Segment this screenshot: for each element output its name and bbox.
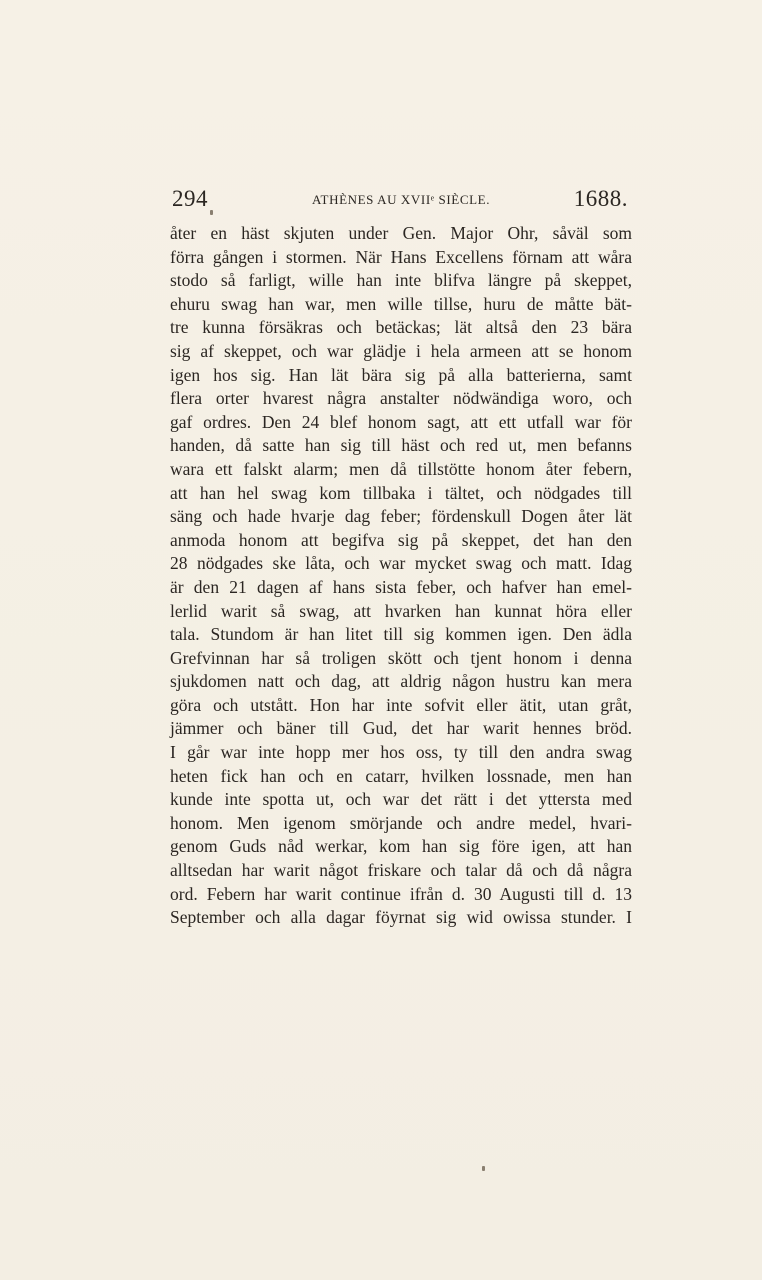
text-line: gaf ordres. Den 24 blef honom sagt, att ett utfall war för bbox=[170, 411, 632, 432]
running-year: 1688. bbox=[573, 186, 628, 211]
text-line: genom Guds nåd werkar, kom han sig före igen, att han bbox=[170, 836, 632, 857]
text-line: stodo så farligt, wille han inte blifva längre på skeppet, bbox=[170, 270, 632, 291]
stray-ink-mark bbox=[210, 210, 213, 215]
text-line: sjukdomen natt och dag, att aldrig någon hustru kan mera bbox=[170, 671, 632, 692]
text-line: ehuru swag han war, men wille tillse, huru de måtte bät- bbox=[170, 293, 632, 314]
text-line: lerlid warit så swag, att hvarken han kunnat höra eller bbox=[170, 600, 632, 621]
text-line: åter en häst skjuten under Gen. Major Ohr, såväl som bbox=[170, 223, 632, 243]
text-line: säng och hade hvarje dag feber; fördenskull Dogen åter lät bbox=[170, 506, 632, 527]
text-line: handen, då satte han sig till häst och red ut, men befanns bbox=[170, 435, 632, 456]
text-line: honom. Men igenom smörjande och andre medel, hvari- bbox=[170, 812, 632, 833]
text-line: wara ett falskt alarm; men då tillstötte honom åter febern, bbox=[170, 458, 632, 479]
running-title: ATHÈNES AU XVIIᵉ SIÈCLE. bbox=[312, 192, 491, 207]
text-line: tre kunna försäkras och betäckas; lät altså den 23 bära bbox=[170, 317, 632, 338]
text-line: tala. Stundom är han litet till sig kommen igen. Den ädla bbox=[170, 624, 632, 645]
text-line: att han hel swag kom tillbaka i tältet, och nödgades till bbox=[170, 482, 632, 503]
body-text bbox=[170, 222, 632, 930]
page-number: 294 bbox=[172, 186, 208, 211]
text-line: är den 21 dagen af hans sista feber, och hafver han emel- bbox=[170, 576, 632, 597]
stray-ink-mark bbox=[482, 1166, 485, 1171]
text-line: förra gången i stormen. När Hans Excellens förnam att wåra bbox=[170, 246, 632, 267]
text-line: sig af skeppet, och war glädje i hela armeen att se honom bbox=[170, 340, 632, 361]
text-line: 28 nödgades ske låta, och war mycket swag och matt. Idag bbox=[170, 553, 632, 574]
text-line: flera orter hvarest några anstalter nödwändiga woro, och bbox=[170, 388, 632, 409]
text-line: heten fick han och en catarr, hvilken lossnade, men han bbox=[170, 765, 632, 786]
text-line: Grefvinnan har så troligen skött och tjent honom i denna bbox=[170, 647, 632, 668]
text-line: September och alla dagar föyrnat sig wid owissa stunder. I bbox=[170, 907, 632, 928]
text-line: jämmer och bäner till Gud, det har warit hennes bröd. bbox=[170, 718, 632, 739]
text-line: kunde inte spotta ut, och war det rätt i det yttersta med bbox=[170, 789, 632, 810]
text-line: I går war inte hopp mer hos oss, ty till den andra swag bbox=[170, 742, 632, 763]
text-line: göra och utstått. Hon har inte sofvit eller ätit, utan gråt, bbox=[170, 694, 632, 715]
text-line: igen hos sig. Han lät bära sig på alla batterierna, samt bbox=[170, 364, 632, 385]
running-head bbox=[172, 186, 630, 218]
text-line: ord. Febern har warit continue ifrån d. 30 Augusti till d. 13 bbox=[170, 883, 632, 904]
text-line: anmoda honom att begifva sig på skeppet, det han den bbox=[170, 529, 632, 550]
text-line: alltsedan har warit något friskare och talar då och då några bbox=[170, 860, 632, 881]
